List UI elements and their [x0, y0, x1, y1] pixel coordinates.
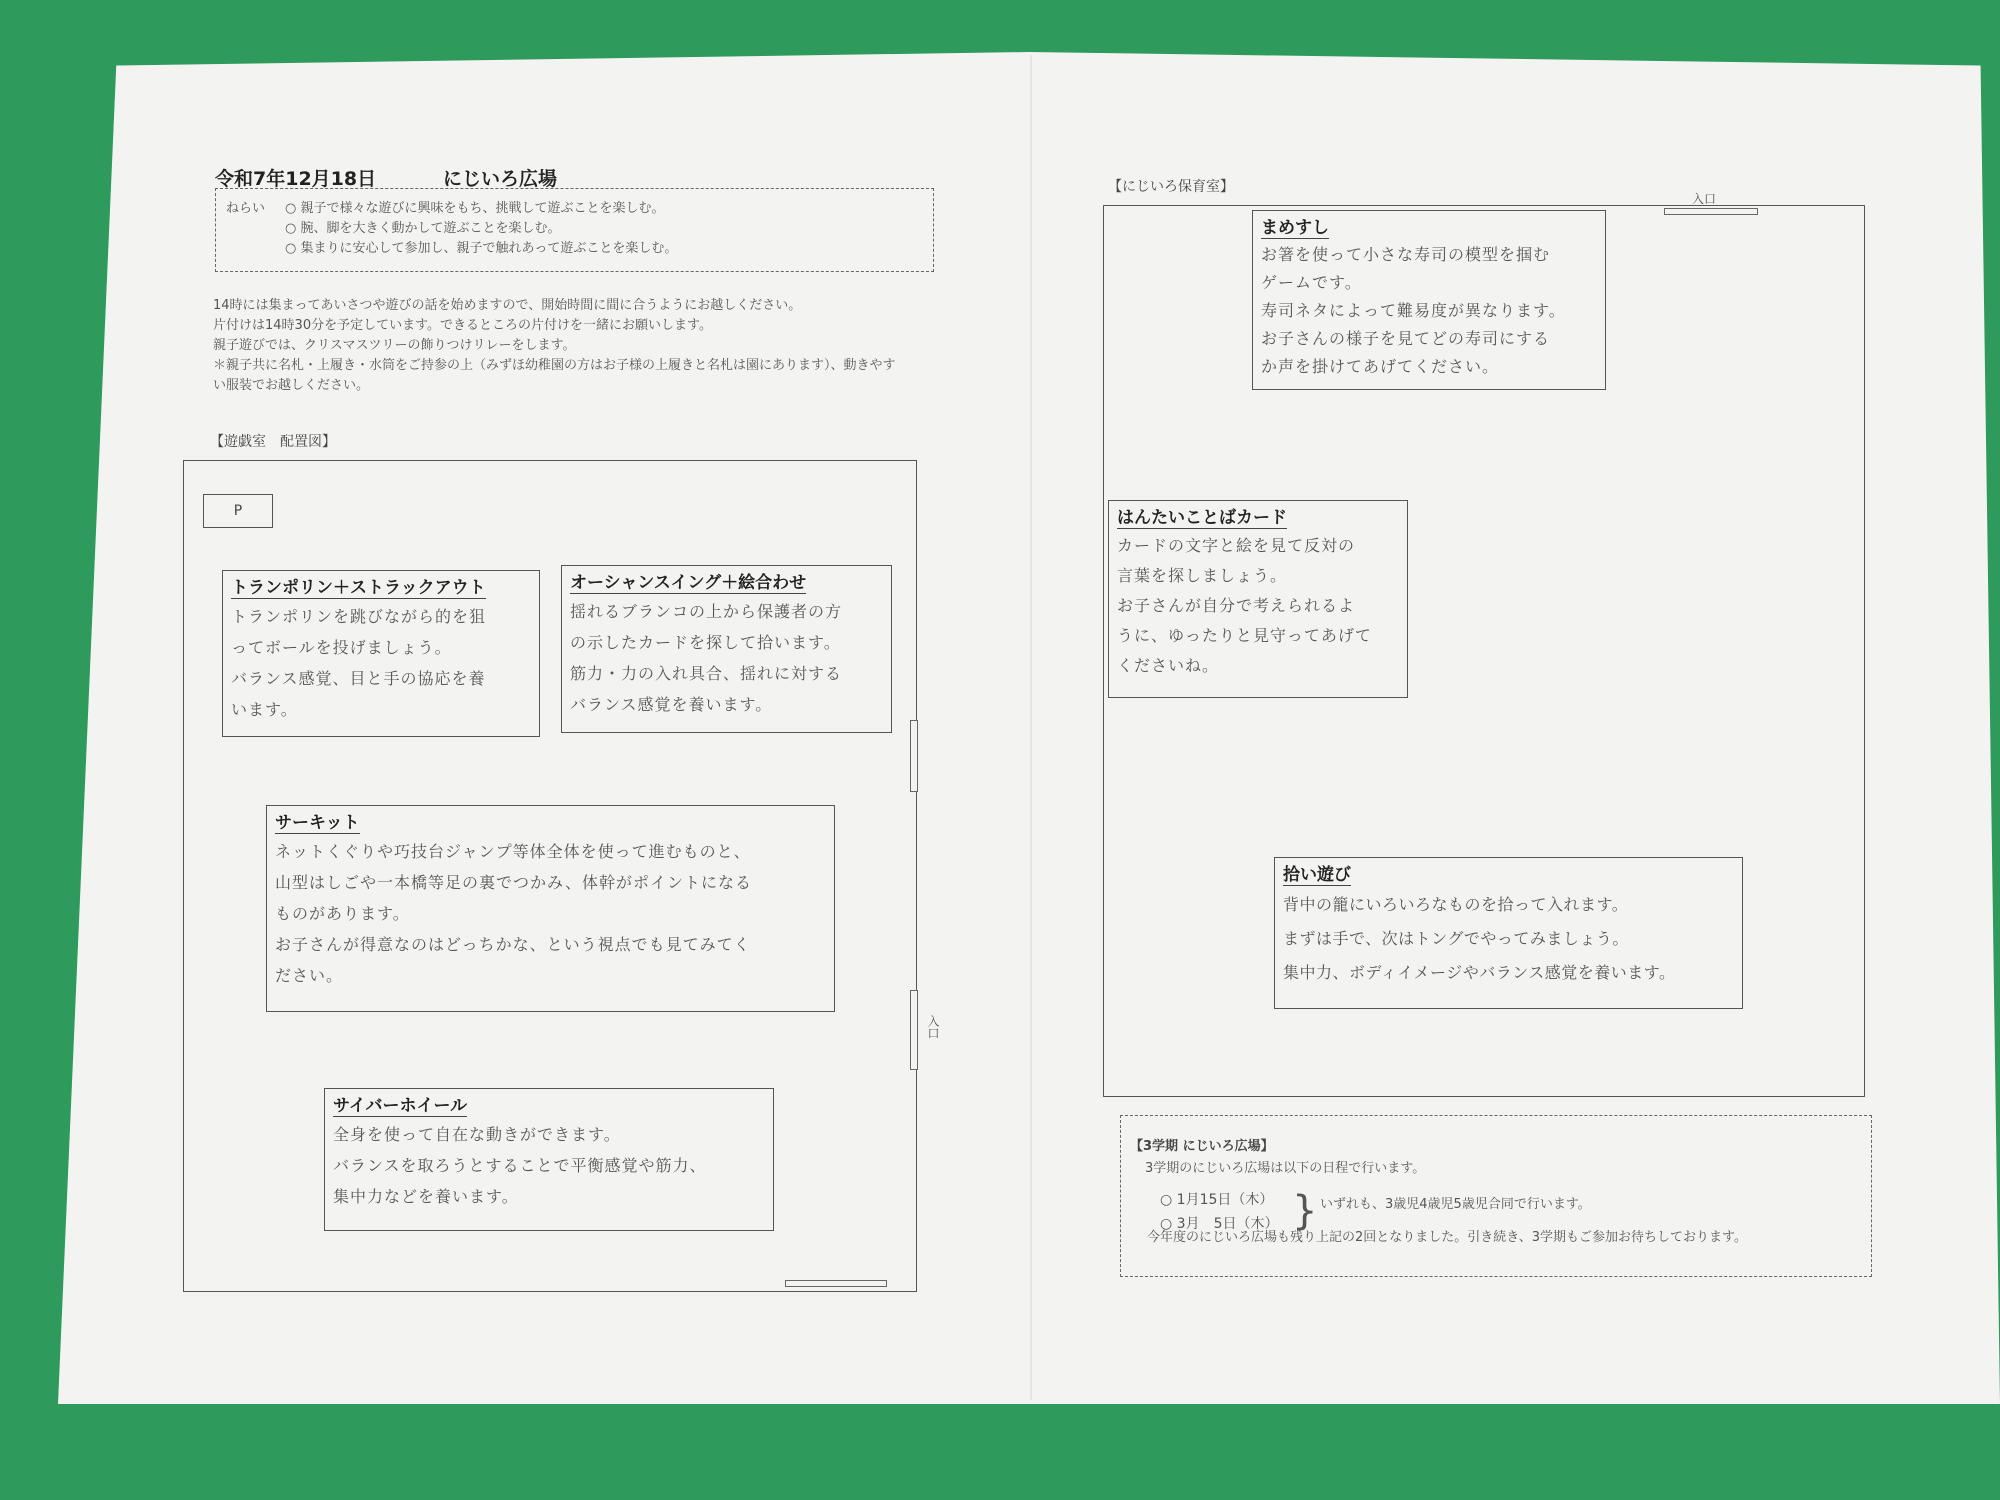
schedule-closing: 今年度のにじいろ広場も残り上記の2回となりました。引き続き、3学期もご参加お待ちしております。	[1147, 1230, 1747, 1245]
card-line: お子さんが自分で考えられるよ	[1117, 596, 1356, 615]
schedule-intro: 3学期のにじいろ広場は以下の日程で行います。	[1145, 1161, 1426, 1176]
header-title: にじいろ広場	[443, 168, 558, 190]
card-line: か声を掛けてあげてください。	[1261, 357, 1500, 376]
aims-item: ○ 集まりに安心して参加し、親子で触れあって遊ぶことを楽しむ。	[285, 241, 678, 256]
card-line: ゲームです。	[1261, 273, 1362, 292]
entrance-label: 入口	[926, 1015, 940, 1039]
card-title: オーシャンスイング＋絵合わせ	[570, 573, 807, 593]
card-line: バランス感覚、目と手の協応を養	[231, 669, 486, 688]
activity-card-circuit	[266, 805, 835, 1012]
card-line: まずは手で、次はトングでやってみましょう。	[1283, 929, 1629, 948]
card-title: 拾い遊び	[1283, 865, 1351, 885]
entrance-label: 入口	[1692, 192, 1717, 206]
card-line: バランス感覚を養います。	[570, 695, 773, 714]
aims-item: ○ 親子で様々な遊びに興味をもち、挑戦して遊ぶことを楽しむ。	[285, 201, 665, 216]
card-line: 揺れるブランコの上から保護者の方	[570, 602, 843, 621]
card-line: 言葉を探しましょう。	[1117, 566, 1288, 585]
card-line: 集中力、ボディイメージやバランス感覚を養います。	[1283, 963, 1676, 982]
door-mark	[910, 990, 918, 1070]
schedule-brace-note: いずれも、3歳児4歳児5歳児合同で行います。	[1320, 1197, 1591, 1212]
note-line: 14時には集まってあいさつや遊びの話を始めますので、開始時間に間に合うようにお越しください。	[213, 298, 802, 313]
activity-card-opposite-words	[1108, 500, 1408, 698]
p-marker: P	[203, 494, 273, 528]
activity-card-cyber-wheel	[324, 1088, 774, 1231]
paper-fold	[1030, 55, 1032, 1400]
left-section-label: 【遊戯室 配置図】	[210, 434, 336, 450]
schedule-date: ○ 1月15日（木）	[1160, 1192, 1274, 1208]
header-date: 令和7年12月18日	[215, 168, 377, 190]
card-line: います。	[231, 700, 298, 719]
aims-label: ねらい	[226, 201, 266, 216]
activity-card-picking-game	[1274, 857, 1743, 1009]
card-line: ださい。	[275, 966, 344, 985]
activity-card-ocean-swing	[561, 565, 892, 733]
card-line: お子さんが得意なのはどっちかな、という視点でも見てみてく	[275, 935, 751, 954]
aims-item: ○ 腕、脚を大きく動かして遊ぶことを楽しむ。	[285, 221, 561, 236]
card-line: 寿司ネタによって難易度が異なります。	[1261, 301, 1566, 320]
card-line: うに、ゆったりと見守ってあげて	[1117, 626, 1372, 645]
card-line: 全身を使って自在な動きができます。	[333, 1125, 621, 1144]
card-line: 集中力などを養います。	[333, 1187, 519, 1206]
card-line: の示したカードを探して拾います。	[570, 633, 841, 652]
card-line: お子さんの様子を見てどの寿司にする	[1261, 329, 1551, 348]
note-line: ＊親子共に名札・上履き・水筒をご持参の上（みずほ幼稚園の方はお子様の上履きと名札は園にあります）、動きやす	[213, 358, 896, 373]
door-mark	[910, 720, 918, 792]
activity-card-mamesushi	[1252, 210, 1606, 390]
door-mark	[1664, 208, 1758, 215]
card-line: 背中の籠にいろいろなものを拾って入れます。	[1283, 895, 1629, 914]
note-line: 親子遊びでは、クリスマスツリーの飾りつけリレーをします。	[213, 338, 576, 353]
right-section-label: 【にじいろ保育室】	[1108, 179, 1234, 195]
card-title: まめすし	[1261, 218, 1329, 238]
card-line: バランスを取ろうとすることで平衡感覚や筋力、	[333, 1156, 707, 1175]
schedule-date: ○ 3月 5日（木）	[1160, 1216, 1279, 1232]
card-title: サイバーホイール	[333, 1096, 468, 1116]
card-line: 山型はしごや一本橋等足の裏でつかみ、体幹がポイントになる	[275, 873, 752, 892]
note-line: い服装でお越しください。	[213, 378, 370, 393]
card-line: トランポリンを跳びながら的を狙	[231, 607, 487, 626]
door-mark	[785, 1280, 887, 1287]
card-line: くださいね。	[1117, 656, 1220, 675]
card-title: サーキット	[275, 813, 360, 833]
card-title: はんたいことばカード	[1117, 508, 1287, 528]
brace-icon: }	[1292, 1188, 1318, 1234]
schedule-heading: 【3学期 にじいろ広場】	[1130, 1139, 1274, 1154]
card-line: ネットくぐりや巧技台ジャンプ等体全体を使って進むものと、	[275, 842, 751, 861]
card-title: トランポリン＋ストラックアウト	[231, 578, 486, 598]
note-line: 片付けは14時30分を予定しています。できるところの片付けを一緒にお願いします。	[213, 318, 713, 333]
card-line: ものがあります。	[275, 904, 410, 923]
card-line: ってボールを投げましょう。	[231, 638, 452, 657]
card-line: 筋力・力の入れ具合、揺れに対する	[570, 664, 843, 683]
card-line: お箸を使って小さな寿司の模型を掴む	[1261, 245, 1551, 264]
card-line: カードの文字と絵を見て反対の	[1117, 536, 1356, 555]
activity-card-trampoline	[222, 570, 540, 737]
